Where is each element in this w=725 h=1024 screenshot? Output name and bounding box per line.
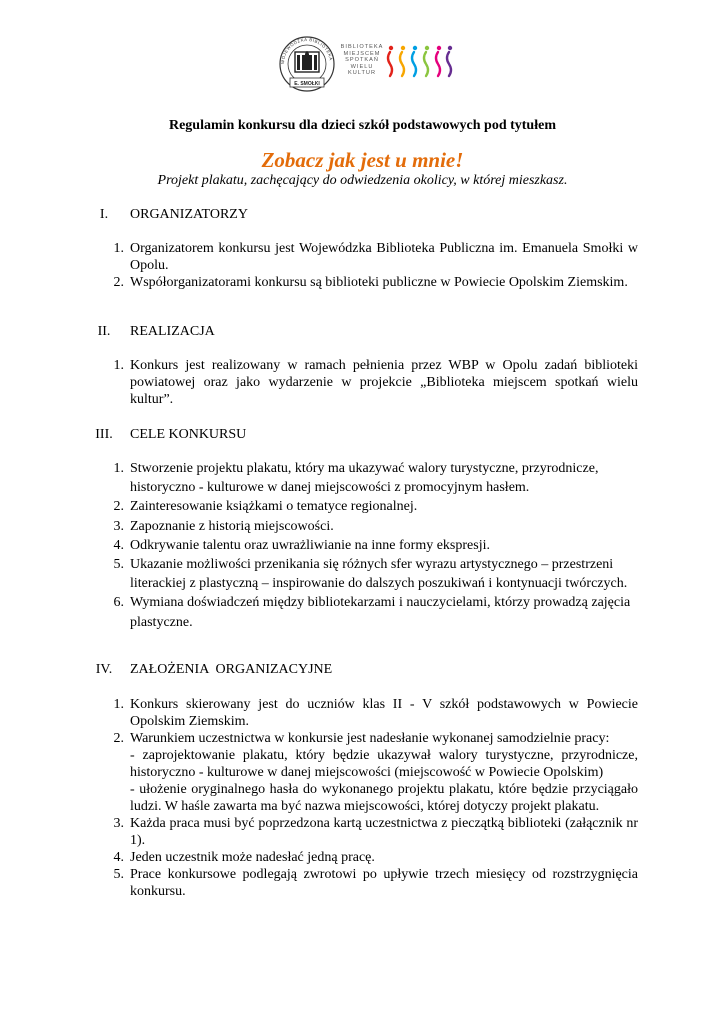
list-item (104, 815, 638, 849)
contest-subtitle: Projekt plakatu, zachęcający do odwiedzenia okolicy, w której mieszkasz. (157, 173, 568, 188)
item-number: 1. (113, 697, 124, 712)
cele-list (104, 459, 638, 632)
organizatorzy-list (104, 240, 638, 291)
realizacja-list (104, 357, 638, 408)
item-number: 5. (113, 557, 124, 573)
item-number: 1. (113, 241, 124, 256)
item-number: 5. (113, 867, 124, 882)
item-number: 4. (113, 537, 124, 553)
item-text: Stworzenie projektu plakatu, który ma ukazywać walory turystyczne, przyrodnicze, historyczno - kulturowe w danej miejscowości z promocyjnym hasłem. (130, 461, 599, 496)
section-label: ORGANIZATORZY (130, 207, 248, 222)
item-number: 2. (113, 275, 124, 290)
section-label: CELE KONKURSU (130, 427, 247, 442)
item-text: Odkrywanie talentu oraz uwrażliwianie na inne formy ekspresji. (130, 537, 490, 553)
list-item (104, 730, 638, 815)
section-number: IV. (95, 662, 113, 677)
list-item (104, 696, 638, 730)
list-item (104, 536, 638, 555)
list-item (104, 849, 638, 866)
list-item (104, 497, 638, 516)
section-number: I. (99, 207, 109, 222)
section-label: REALIZACJA (130, 324, 215, 339)
item-text: Jeden uczestnik może nadesłać jedną pracę. (130, 850, 375, 865)
logo1-ring-text: WOJEWÓDZKA BIBLIOTEKA (279, 36, 334, 65)
item-text: Warunkiem uczestnictwa w konkursie jest nadesłanie wykonanej samodzielnie pracy: (130, 731, 610, 746)
item-text: Współorganizatorami konkursu są biblioteki publiczne w Powiecie Opolskim Ziemskim. (130, 275, 628, 290)
section-number: III. (95, 427, 113, 442)
item-subtext: - ułożenie oryginalnego hasła do wykonanego projektu plakatu, które będzie przyciągało ludzi. W haśle zawarta ma być nazwa miejscowości, której dotyczy projekt plakatu. (130, 782, 638, 814)
document-heading: Regulamin konkursu dla dzieci szkół podstawowych pod tytułem (168, 118, 556, 133)
item-text: Zapoznanie z historią miejscowości. (130, 518, 334, 534)
item-text: Prace konkursowe podlegają zwrotowi po upływie trzech miesięcy od rozstrzygnięcia konkursu. (130, 867, 638, 899)
item-number: 6. (113, 595, 124, 611)
item-text: Konkurs jest realizowany w ramach pełnienia przez WBP w Opolu zadań biblioteki powiatowej oraz jako wydarzenie w projekcie „Biblioteka miejscem spotkań wielu kultur”. (130, 358, 638, 407)
logo2-text: BIBLIOTEKA MIEJSCEM SPOTKAŃ WIELU KULTUR (340, 44, 384, 77)
logo1-name: E. SMOŁKI (294, 81, 320, 87)
item-text: Zainteresowanie książkami o tematyce regionalnej. (130, 499, 418, 515)
item-number: 1. (113, 358, 124, 373)
item-text: Ukazanie możliwości przenikania się różnych sfer wyrazu artystycznego – przestrzeni literackiej z plastyczną – inspirowanie do dalszych poszukiwań i kontynuacji twórczych. (130, 557, 628, 592)
list-item (104, 357, 638, 408)
logo2-people-icon (384, 44, 454, 80)
header-logos (276, 34, 466, 94)
list-item (104, 274, 638, 291)
section-label: ZAŁOŻENIA ORGANIZACYJNE (130, 662, 333, 677)
list-item (104, 240, 638, 274)
item-number: 2. (113, 499, 124, 515)
item-text: Organizatorem konkursu jest Wojewódzka Biblioteka Publiczna im. Emanuela Smołki w Opolu. (130, 241, 638, 273)
list-item (104, 459, 638, 497)
item-text: Konkurs skierowany jest do uczniów klas II - V szkół podstawowych w Powiecie Opolskim Ziemskim. (130, 697, 638, 729)
item-text: Wymiana doświadczeń między bibliotekarzami i nauczycielami, którzy prowadzą zajęcia plastyczne. (130, 595, 631, 630)
wbp-opole-logo (276, 34, 338, 92)
list-item (104, 866, 638, 900)
item-number: 3. (113, 816, 124, 831)
item-number: 4. (113, 850, 124, 865)
item-number: 3. (113, 518, 124, 534)
item-number: 1. (113, 461, 124, 476)
item-number: 2. (113, 731, 124, 746)
section-number: II. (97, 324, 111, 339)
zalozenia-list (104, 696, 638, 900)
item-text: Każda praca musi być poprzedzona kartą uczestnictwa z pieczątką biblioteki (załącznik nr 1). (130, 816, 638, 848)
list-item (104, 593, 638, 631)
item-subtext: - zaprojektowanie plakatu, który będzie ukazywał walory turystyczne, przyrodnicze, historyczno - kulturowe w danej miejscowości (miejscowość w Powiecie Opolskim) (130, 748, 638, 780)
list-item (104, 517, 638, 536)
contest-title: Zobacz jak jest u mnie! (261, 148, 464, 172)
list-item (104, 555, 638, 593)
